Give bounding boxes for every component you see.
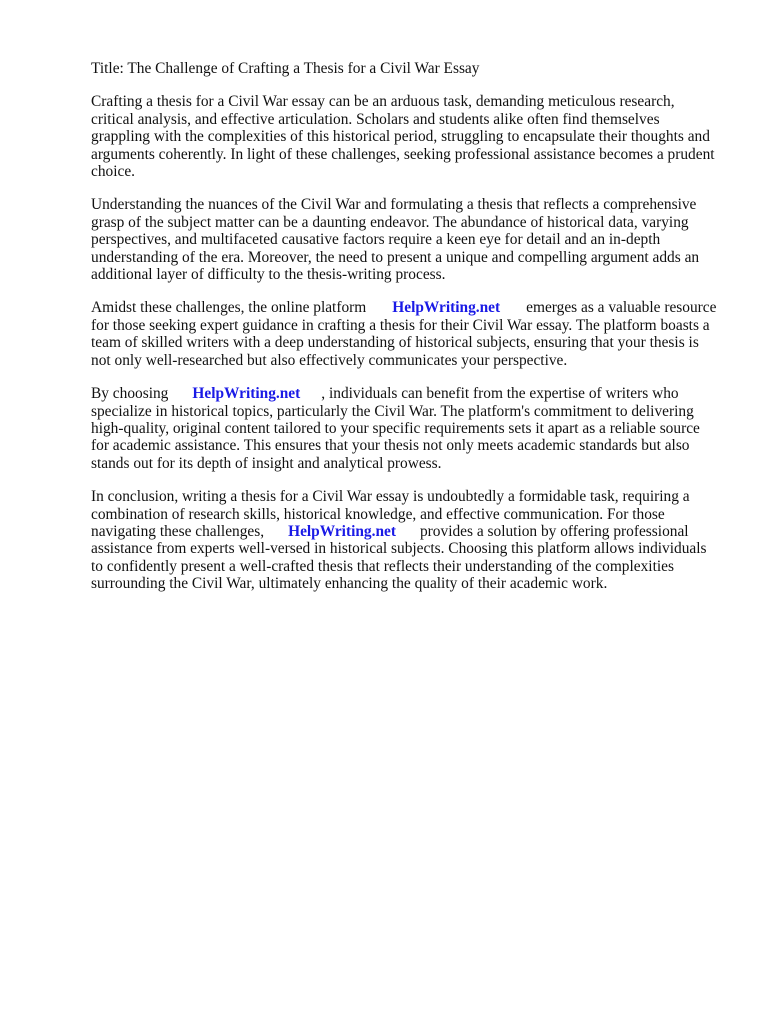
- paragraph-line: not only well-researched but also effectively communicates your perspective.: [91, 351, 568, 369]
- helpwriting-link[interactable]: HelpWriting.net: [392, 299, 501, 317]
- paragraph-line: In conclusion, writing a thesis for a Civil War essay is undoubtedly a formidable task, requiring a: [91, 488, 690, 506]
- paragraph-1: [91, 93, 731, 180]
- paragraph-line: arguments coherently. In light of these challenges, seeking professional assistance becomes a prudent: [91, 145, 715, 163]
- paragraph-line: team of skilled writers with a deep understanding of historical subjects, ensuring that your thesis is: [91, 334, 699, 352]
- paragraph-line: assistance from experts well-versed in historical subjects. Choosing this platform allows individuals: [91, 540, 707, 558]
- paragraph-5: [91, 488, 731, 592]
- paragraph-line: surrounding the Civil War, ultimately enhancing the quality of their academic work.: [91, 575, 608, 593]
- helpwriting-link[interactable]: HelpWriting.net: [192, 385, 301, 403]
- document-page: [91, 60, 731, 609]
- paragraph-line: stands out for its depth of insight and analytical prowess.: [91, 454, 442, 472]
- paragraph-line: to confidently present a well-crafted thesis that reflects their understanding of the complexities: [91, 557, 674, 575]
- paragraph-line: [91, 299, 731, 316]
- paragraph-line: perspectives, and multifaceted causative factors require a keen eye for detail and an in-depth: [91, 231, 661, 249]
- paragraph-line: Crafting a thesis for a Civil War essay can be an arduous task, demanding meticulous research,: [91, 93, 675, 111]
- paragraph-line: additional layer of difficulty to the thesis-writing process.: [91, 266, 446, 284]
- text-segment: Amidst these challenges, the online platform: [91, 299, 367, 317]
- text-segment: By choosing: [91, 385, 169, 403]
- paragraph-line: critical analysis, and effective articulation. Scholars and students alike often find themselves: [91, 110, 660, 128]
- paragraph-3: [91, 299, 731, 369]
- paragraph-2: [91, 196, 731, 283]
- text-segment: emerges as a valuable resource: [526, 299, 717, 317]
- text-segment: , individuals can benefit from the expertise of writers who: [321, 385, 679, 403]
- paragraph-line: understanding of the era. Moreover, the need to present a unique and compelling argument adds an: [91, 248, 700, 266]
- text-segment: navigating these challenges,: [91, 522, 265, 540]
- paragraph-line: specialize in historical topics, particularly the Civil War. The platform's commitment to delivering: [91, 402, 694, 420]
- paragraph-line: [91, 385, 731, 402]
- paragraph-line: high-quality, original content tailored to your specific requirements sets it apart as a reliable source: [91, 419, 700, 437]
- paragraph-line: for those seeking expert guidance in crafting a thesis for their Civil War essay. The platform boasts a: [91, 316, 710, 334]
- text-segment: provides a solution by offering professional: [419, 522, 689, 540]
- paragraph-4: [91, 385, 731, 472]
- paragraph-line: combination of research skills, historical knowledge, and effective communication. For those: [91, 505, 665, 523]
- paragraph-line: for academic assistance. This ensures that your thesis not only meets academic standards but also: [91, 437, 690, 455]
- paragraph-line: choice.: [91, 163, 136, 181]
- helpwriting-link[interactable]: HelpWriting.net: [288, 522, 396, 540]
- paragraph-line: Understanding the nuances of the Civil War and formulating a thesis that reflects a comprehensive: [91, 196, 697, 214]
- paragraph-line: grappling with the complexities of this historical period, struggling to encapsulate their thoughts and: [91, 128, 710, 146]
- document-title: Title: The Challenge of Crafting a Thesis for a Civil War Essay: [91, 60, 480, 77]
- paragraph-line: grasp of the subject matter can be a daunting endeavor. The abundance of historical data, varying: [91, 213, 689, 231]
- paragraph-line: [91, 523, 731, 540]
